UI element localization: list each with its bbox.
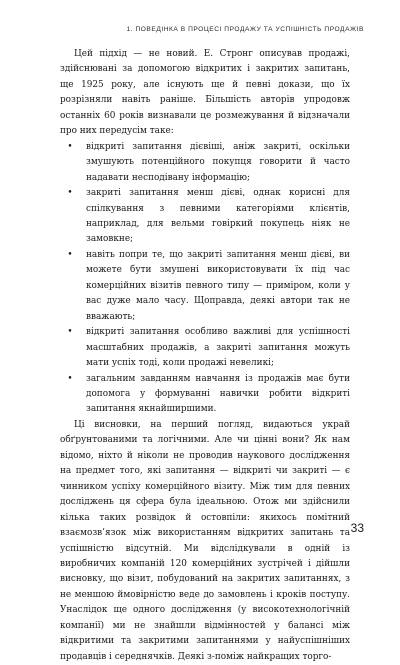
page-number: 33	[350, 521, 364, 535]
closing-paragraph: Ці висновки, на перший погляд, видаються украй обґрунтованими та логічними. Але чи цінні вони? Як нам відомо, ніхто й ніколи не проводив наукового дослідження на предмет того, які запитання — відкриті чи закриті — є чинником успіху комерційного візиту. Між тим для певних досліджень ця сфера була ідеальною. Отож ми здійснили кілька таких розвідок й остовпіли: якихось помітний взаємозв’язок між використанням відкритих запитань та успішністю відсутній. Ми відслідкували в одній із виробничих компаній 120 комерційних зустрічей і дійшли висновку, що візит, побудований на закритих запитаннях, з не меншою ймовірністю веде до замовлень і кроків поступу. Унаслідок ще одного дослідження (у високотехнологічній компанії) ми не знайшли відмінностей у балансі між відкритими та закритими запитаннями у найуспішніших продавців і середнячків. Деякі з-поміж найкращих торго-	[60, 419, 350, 662]
body-text	[60, 47, 350, 665]
bullet-marker: •	[67, 249, 73, 260]
bullet-text: загальним завданням навчання із продажів має бути допомога у формуванні навички робити відкриті запитання якнайширшими.	[86, 373, 350, 415]
bullet-marker: •	[67, 188, 73, 199]
bullet-marker: •	[67, 141, 73, 152]
bullet-item	[60, 248, 350, 325]
bullet-item	[60, 372, 350, 418]
bullet-text: закриті запитання менш дієві, однак корисні для спілкування з певними категоріями клієнтів, наприклад, для вельми говіркий покупець ніяк не замовкне;	[86, 188, 350, 245]
bullet-item	[60, 186, 350, 248]
running-header: 1. ПОВЕДІНКА В ПРОЦЕСІ ПРОДАЖУ ТА УСПІШНІСТЬ ПРОДАЖІВ	[126, 26, 364, 33]
bullet-text: відкриті запитання особливо важливі для успішності масштабних продажів, а закриті запитання можуть мати успіх тоді, коли продажі невеликі;	[86, 327, 350, 369]
bullet-text: навіть попри те, що закриті запитання менш дієві, ви можете бути змушені використовувати їх під час комерційних візитів певного типу — приміром, коли у вас дуже мало часу. Щоправда, деякі автори так не вважають;	[86, 249, 350, 322]
bullet-list	[60, 140, 350, 418]
bullet-marker: •	[67, 373, 73, 384]
bullet-item	[60, 325, 350, 371]
intro-paragraph: Цей підхід — не новий. Е. Стронг описував продажі, здійснювані за допомогою відкритих і закритих запитань, ще 1925 року, але існують ще й певні докази, що їх розрізняли навіть раніше. Більшість авторів упродовж останніх 60 років визнавали це розмежування й відзначали про них передусім таке:	[60, 49, 350, 137]
bullet-item	[60, 140, 350, 186]
bullet-marker: •	[67, 327, 73, 338]
bullet-text: відкриті запитання дієвіші, аніж закриті, оскільки змушують потенційного покупця говорити й часто надавати несподівану інформацію;	[86, 141, 350, 183]
